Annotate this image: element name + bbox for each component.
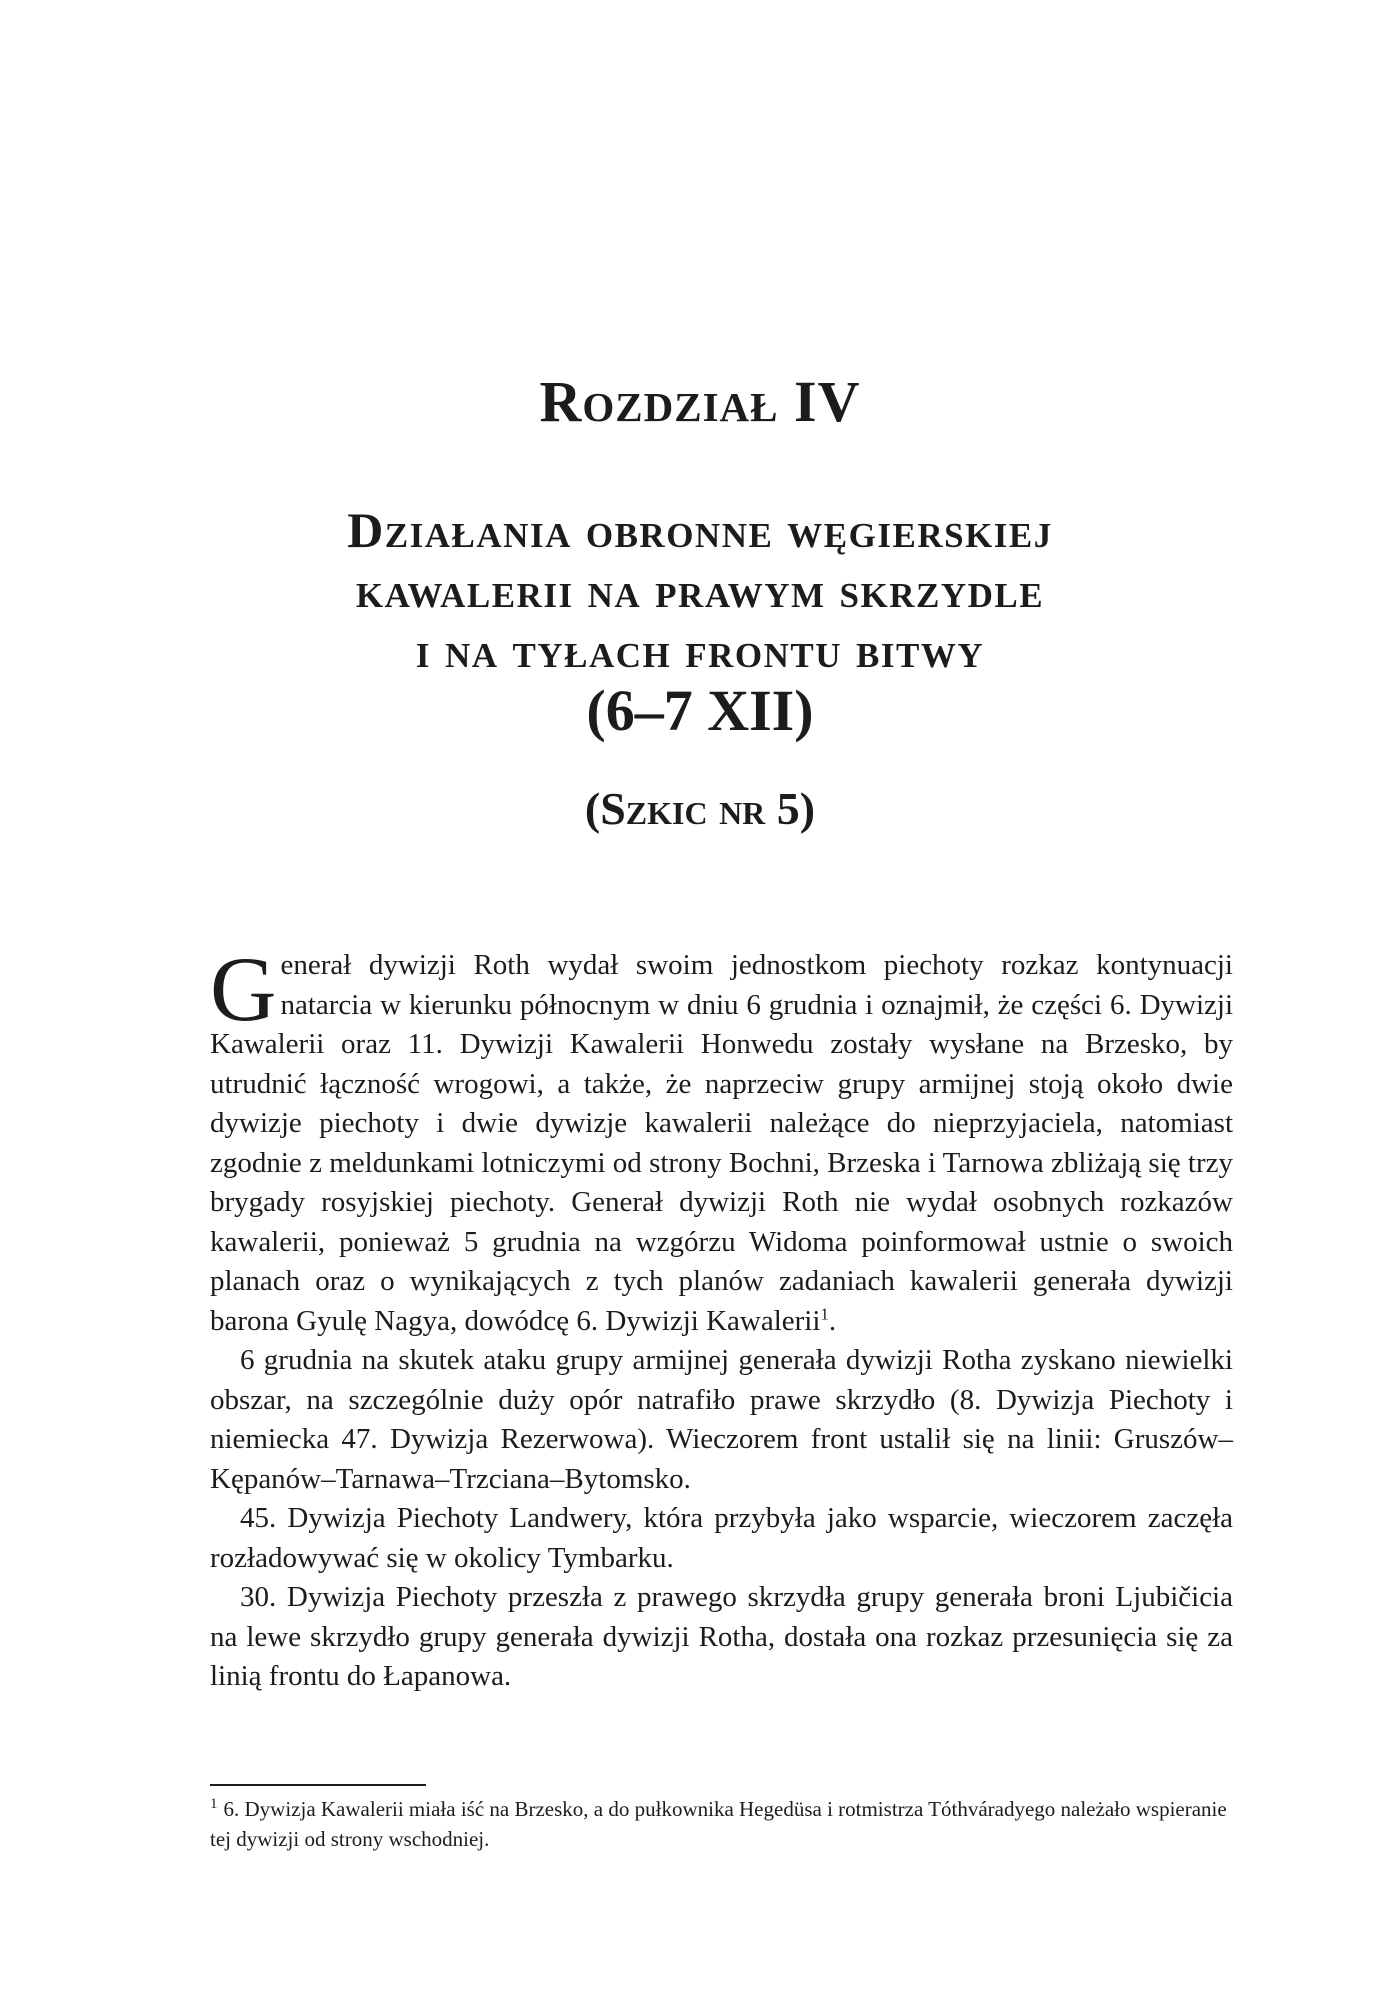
footnote-number: 1 xyxy=(210,1796,218,1812)
chapter-label: Rozdział IV xyxy=(539,369,861,434)
chapter-title-line: i na tyłach frontu bitwy xyxy=(415,622,985,678)
footnote-text: 6. Dywizja Kawalerii miała iść na Brzesko, a do pułkownika Hegedüsa i rotmistrza Tóthváradyego należało wspieranie tej dywizji od strony wschodniej. xyxy=(210,1797,1227,1851)
drop-cap: G xyxy=(210,938,277,1040)
paragraph-text: enerał dywizji Roth wydał swoim jednostkom piechoty rozkaz kontynuacji natarcia w kierunku północnym w dniu 6 grudnia i oznajmił, że części 6. Dywizji Kawalerii oraz 11. Dywizji Kawalerii Honwedu zostały wysłane na Brzesko, by utrudnić łączność wrogowi, a także, że naprzeciw grupy armijnej stoją około dwie dywizje piechoty i dwie dywizje kawalerii należące do nieprzyjaciela, natomiast zgodnie z meldunkami lotniczymi od strony Bochni, Brzeska i Tarnowa zbliżają się trzy brygady rosyjskiej piechoty. Generał dywizji Roth nie wydał osobnych rozkazów kawalerii, ponieważ 5 grudnia na wzgórzu Widoma poinformował ustnie o swoich planach oraz o wynikających z tych planów zadaniach kawalerii generała dywizji barona Gyulę Nagya, dowódcę 6. Dywizji Kawalerii xyxy=(210,949,1233,1337)
chapter-title-line: Działania obronne węgierskiej xyxy=(347,502,1053,558)
chapter-title xyxy=(0,500,1400,744)
paragraph-end: . xyxy=(828,1304,837,1337)
footnote xyxy=(210,1794,1233,1854)
paragraph: 45. Dywizja Piechoty Landwery, która przybyła jako wsparcie, wieczorem zaczęła rozładowywać się w okolicy Tymbarku. xyxy=(210,1502,1233,1574)
chapter-dates: (6–7 XII) xyxy=(586,678,814,743)
paragraph xyxy=(210,938,1233,1341)
footnote-divider xyxy=(210,1784,426,1786)
paragraph: 30. Dywizja Piechoty przeszła z prawego skrzydła grupy generała broni Ljubičicia na lewe skrzydło grupy generała dywizji Rotha, dostała ona rozkaz przesunięcia się za linią frontu do Łapanowa. xyxy=(210,1581,1233,1692)
body-text xyxy=(210,938,1233,1697)
footnote-reference[interactable]: 1 xyxy=(820,1303,829,1323)
paragraph: 6 grudnia na skutek ataku grupy armijnej generała dywizji Rotha zyskano niewielki obszar, na szczególnie duży opór natrafiło prawe skrzydło (8. Dywizja Piechoty i niemiecka 47. Dywizja Rezerwowa). Wieczorem front ustalił się na linii: Gruszów–Kępanów–Tarnawa–Trzciana–Bytomsko. xyxy=(210,1344,1233,1495)
chapter-title-line: kawalerii na prawym skrzydle xyxy=(355,562,1045,618)
sketch-reference: (Szkic nr 5) xyxy=(584,783,816,834)
